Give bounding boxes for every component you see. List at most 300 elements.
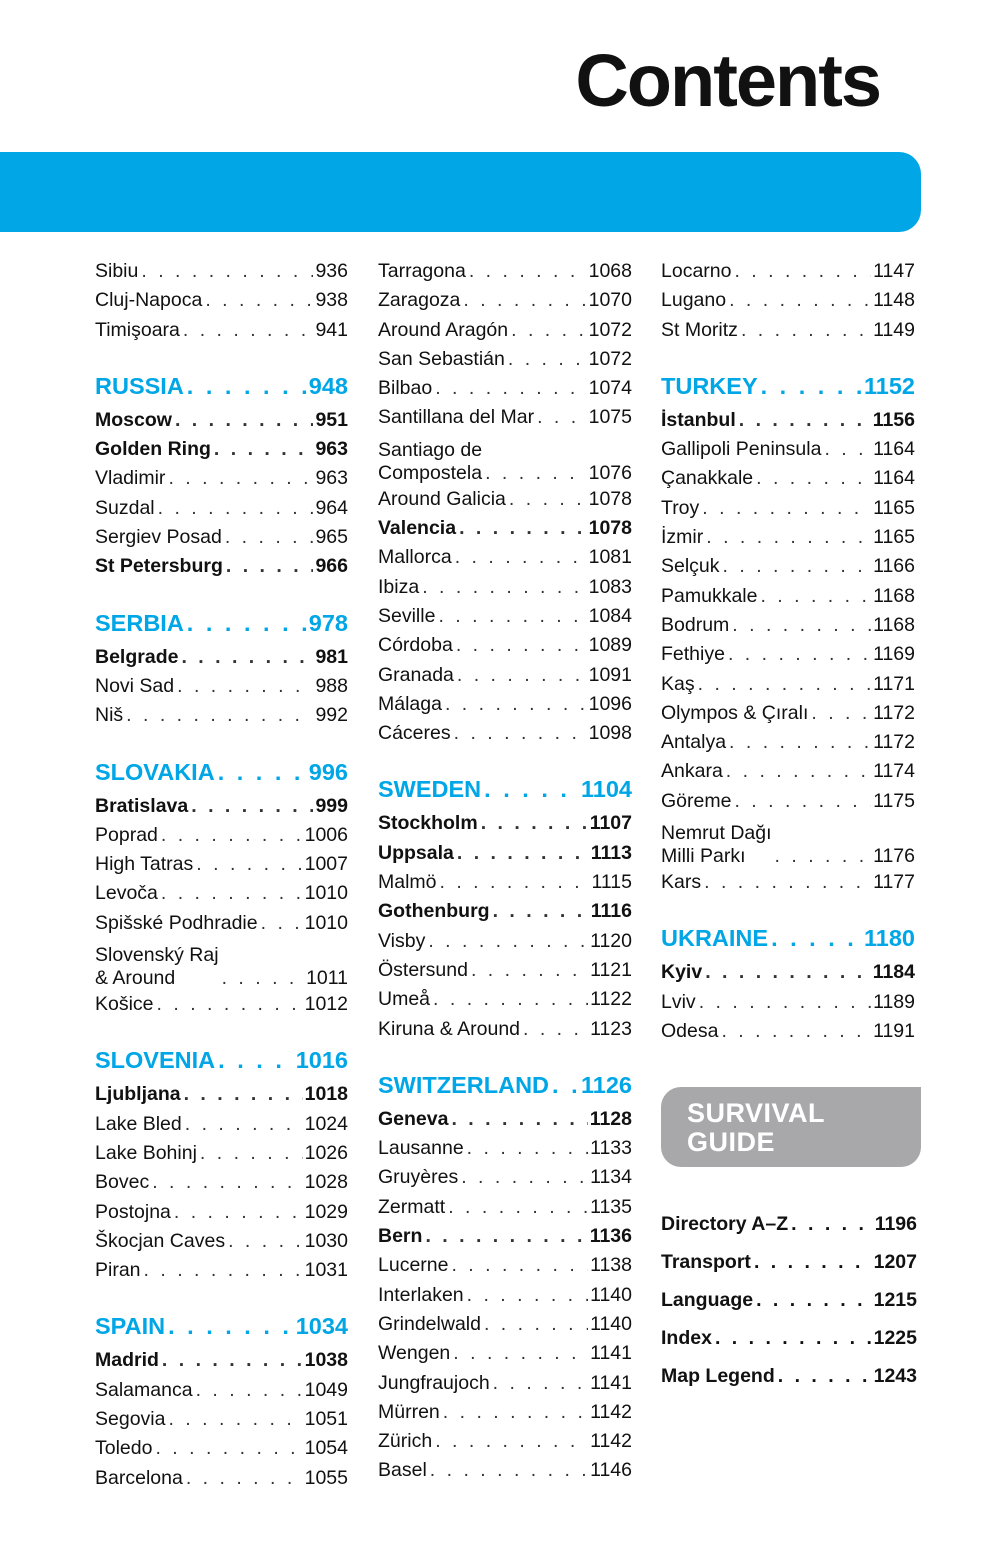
dot-leader <box>702 494 871 523</box>
toc-entry-page: 1038 <box>304 1349 348 1372</box>
toc-entry-page: 1156 <box>872 408 915 431</box>
toc-entry-page: 1121 <box>590 958 632 981</box>
toc-entry-name: Suzdal <box>95 496 155 519</box>
toc-column-1 <box>95 257 348 1493</box>
dot-leader <box>791 1213 873 1236</box>
section-heading[interactable] <box>661 918 915 952</box>
toc-entry[interactable] <box>661 787 915 816</box>
guide-entry-name: Language <box>661 1289 754 1311</box>
toc-entry[interactable] <box>661 552 915 581</box>
toc-entry-page: 1169 <box>873 643 915 666</box>
dot-leader <box>200 1139 303 1168</box>
toc-entry[interactable] <box>95 523 348 552</box>
toc-entry-page: 1138 <box>590 1254 632 1277</box>
toc-entry[interactable] <box>95 701 348 730</box>
dot-leader <box>451 1251 588 1280</box>
toc-entry[interactable] <box>661 316 915 345</box>
toc-entry[interactable] <box>378 661 632 690</box>
toc-entry-name: Valencia <box>378 517 457 540</box>
toc-entry[interactable] <box>378 719 632 748</box>
toc-entry-page: 1177 <box>873 871 915 894</box>
toc-entry[interactable] <box>378 1456 632 1485</box>
toc-entry-name: Spišské Podhradie <box>95 911 258 934</box>
guide-entry-page: 1207 <box>873 1251 917 1273</box>
dot-leader <box>187 610 307 637</box>
toc-entry-name: Jungfraujoch <box>378 1371 490 1394</box>
toc-entry[interactable] <box>661 257 915 286</box>
survival-guide-title: SURVIVAL GUIDE <box>687 1098 826 1157</box>
toc-entry-page: 1098 <box>588 722 632 745</box>
toc-entry[interactable] <box>378 514 632 543</box>
toc-entry-name: Tarragona <box>378 260 466 282</box>
toc-entry-name: Lugano <box>661 289 727 312</box>
dot-leader <box>456 631 587 660</box>
dot-leader <box>481 809 588 838</box>
toc-entry-name: Kyiv <box>661 961 703 984</box>
toc-entry[interactable] <box>661 435 915 464</box>
toc-entry-name: Poprad <box>95 823 158 846</box>
dot-leader <box>214 435 314 464</box>
toc-entry-page: 1146 <box>590 1459 632 1482</box>
section-heading-page: 1180 <box>864 925 915 952</box>
dot-leader <box>430 1456 588 1485</box>
dot-leader <box>183 316 314 345</box>
header-banner <box>0 152 921 232</box>
toc-entry-page: 1026 <box>304 1141 348 1164</box>
dot-leader <box>181 643 313 672</box>
section-heading[interactable] <box>95 1306 348 1340</box>
toc-entry-name: Barcelona <box>95 1466 183 1489</box>
toc-entry[interactable] <box>378 897 632 926</box>
toc-entry[interactable] <box>95 1110 348 1139</box>
toc-entry[interactable] <box>378 403 632 432</box>
toc-entry-page: 1011 <box>306 967 348 990</box>
section-heading[interactable] <box>95 752 348 786</box>
toc-entry-name: Belgrade <box>95 645 179 668</box>
section-heading-name: UKRAINE <box>661 925 769 952</box>
toc-entry[interactable] <box>378 1251 632 1280</box>
toc-entry-name: Bodrum <box>661 613 730 636</box>
toc-entry[interactable] <box>95 1405 348 1434</box>
survival-guide-list <box>661 1198 917 1388</box>
guide-entry-name: Index <box>661 1327 712 1349</box>
dot-leader <box>157 990 303 1019</box>
toc-entry[interactable] <box>95 1346 348 1375</box>
dot-leader <box>552 1072 579 1099</box>
toc-entry[interactable] <box>378 631 632 660</box>
dot-leader <box>174 1198 303 1227</box>
toc-entry-page: 1140 <box>590 1312 632 1335</box>
toc-entry[interactable] <box>378 1163 632 1192</box>
toc-entry[interactable] <box>661 523 915 552</box>
dot-leader <box>726 757 871 786</box>
toc-entry-name: Santiago de Compostela <box>378 438 483 484</box>
toc-entry[interactable] <box>95 464 348 493</box>
toc-entry-page: 1012 <box>304 993 348 1016</box>
toc-entry-name: Vladimir <box>95 467 166 490</box>
guide-entry-page: 1215 <box>873 1289 917 1311</box>
toc-entry[interactable] <box>95 672 348 701</box>
dot-leader <box>739 406 871 435</box>
guide-entry[interactable] <box>661 1274 917 1312</box>
dot-leader <box>484 1310 588 1339</box>
section-heading-name: SWITZERLAND <box>378 1071 550 1098</box>
toc-entry[interactable] <box>95 792 348 821</box>
toc-entry-page: 1142 <box>590 1400 632 1423</box>
toc-entry-name: Mürren <box>378 1400 440 1423</box>
toc-entry-name: Lake Bohinj <box>95 1141 197 1164</box>
toc-entry[interactable] <box>378 839 632 868</box>
toc-entry-page: 1089 <box>588 634 632 657</box>
toc-entry[interactable] <box>661 286 915 315</box>
toc-column-3 <box>661 257 915 1046</box>
toc-entry-page: 1184 <box>872 961 915 984</box>
toc-entry-page: 1072 <box>588 318 632 341</box>
dot-leader <box>715 1327 872 1350</box>
dot-leader <box>448 1193 588 1222</box>
toc-entry[interactable] <box>378 485 632 514</box>
toc-entry-page: 1078 <box>588 487 632 510</box>
toc-entry-name: Madrid <box>95 1349 159 1372</box>
toc-entry[interactable] <box>661 699 915 728</box>
dot-leader <box>161 821 303 850</box>
toc-entry[interactable] <box>95 1168 348 1197</box>
toc-entry-name: Lausanne <box>378 1137 464 1160</box>
dot-leader <box>196 850 302 879</box>
dot-leader <box>734 257 871 286</box>
toc-entry-name: Östersund <box>378 958 468 981</box>
toc-entry-page: 936 <box>315 260 348 282</box>
dot-leader <box>484 776 579 803</box>
dot-leader <box>158 494 314 523</box>
dot-leader <box>523 1015 588 1044</box>
dot-leader <box>778 1365 872 1388</box>
toc-entry[interactable] <box>378 1310 632 1339</box>
toc-entry[interactable] <box>378 433 632 485</box>
dot-leader <box>706 523 871 552</box>
toc-entry[interactable] <box>661 611 915 640</box>
section-heading[interactable] <box>661 366 915 400</box>
toc-entry-page: 1168 <box>873 613 915 636</box>
toc-entry[interactable] <box>378 1105 632 1134</box>
toc-entry-name: Locarno <box>661 260 732 282</box>
toc-entry-page: 1031 <box>304 1259 348 1282</box>
toc-entry[interactable] <box>378 1281 632 1310</box>
toc-entry[interactable] <box>95 909 348 938</box>
toc-entry[interactable] <box>95 552 348 581</box>
dot-leader <box>775 845 872 868</box>
toc-entry-page: 951 <box>315 408 348 431</box>
toc-entry[interactable] <box>95 1198 348 1227</box>
toc-entry[interactable] <box>95 821 348 850</box>
dot-leader <box>811 699 871 728</box>
toc-entry-page: 1165 <box>873 526 915 549</box>
dot-leader <box>222 967 305 990</box>
toc-entry[interactable] <box>378 1222 632 1251</box>
dot-leader <box>771 925 862 952</box>
toc-entry-page: 1140 <box>590 1283 632 1306</box>
toc-entry-page: 1164 <box>873 467 915 490</box>
toc-column-2 <box>378 257 632 1486</box>
toc-entry-name: Ljubljana <box>95 1083 181 1106</box>
toc-entry-page: 1081 <box>588 546 632 569</box>
toc-entry-name: San Sebastián <box>378 347 505 370</box>
toc-entry[interactable] <box>661 640 915 669</box>
dot-leader <box>467 1281 588 1310</box>
toc-entry[interactable] <box>378 690 632 719</box>
toc-entry-page: 999 <box>315 794 348 817</box>
toc-entry-page: 1128 <box>589 1107 632 1130</box>
toc-entry[interactable] <box>95 406 348 435</box>
toc-entry[interactable] <box>95 938 348 990</box>
toc-entry-name: Troy <box>661 496 700 519</box>
guide-entry[interactable] <box>661 1236 917 1274</box>
toc-entry-page: 1166 <box>873 555 915 578</box>
toc-entry-name: Granada <box>378 663 454 686</box>
toc-entry-page: 1147 <box>873 260 915 282</box>
toc-entry[interactable] <box>95 316 348 345</box>
toc-entry-name: Golden Ring <box>95 438 211 461</box>
toc-entry-page: 1136 <box>589 1225 632 1248</box>
dot-leader <box>218 1047 294 1074</box>
toc-entry-name: Kars <box>661 871 702 894</box>
toc-entry-name: Lucerne <box>378 1254 449 1277</box>
toc-entry-name: St Petersburg <box>95 555 223 578</box>
dot-leader <box>734 787 871 816</box>
toc-entry[interactable] <box>661 988 915 1017</box>
toc-entry-name: Moscow <box>95 408 172 431</box>
toc-entry-name: Uppsala <box>378 841 454 864</box>
toc-entry-page: 1070 <box>588 289 632 312</box>
toc-entry[interactable] <box>378 316 632 345</box>
toc-entry[interactable] <box>378 1193 632 1222</box>
dot-leader <box>443 1398 588 1427</box>
toc-entry[interactable] <box>661 670 915 699</box>
toc-entry-page: 1107 <box>589 812 632 835</box>
dot-leader <box>469 257 587 286</box>
toc-entry[interactable] <box>378 1427 632 1456</box>
toc-entry[interactable] <box>661 958 915 987</box>
toc-entry[interactable] <box>661 728 915 757</box>
toc-entry-name: Basel <box>378 1459 427 1482</box>
toc-entry-page: 1010 <box>304 882 348 905</box>
section-heading[interactable] <box>95 1040 348 1074</box>
toc-entry[interactable] <box>378 1015 632 1044</box>
toc-entry[interactable] <box>95 1227 348 1256</box>
toc-entry[interactable] <box>378 374 632 403</box>
toc-entry[interactable] <box>378 602 632 631</box>
dot-leader <box>177 672 313 701</box>
toc-entry-page: 1135 <box>590 1195 632 1218</box>
toc-entry[interactable] <box>95 879 348 908</box>
toc-entry-page: 1096 <box>588 692 632 715</box>
toc-entry[interactable] <box>95 1464 348 1493</box>
toc-entry-page: 1176 <box>873 845 915 868</box>
toc-entry-page: 1115 <box>591 871 632 894</box>
toc-entry-name: Lviv <box>661 990 696 1013</box>
dot-leader <box>168 1313 294 1340</box>
dot-leader <box>493 1369 588 1398</box>
dot-leader <box>463 286 586 315</box>
toc-entry-name: High Tatras <box>95 853 194 876</box>
toc-entry-page: 1171 <box>873 672 915 695</box>
toc-entry[interactable] <box>661 494 915 523</box>
toc-entry-name: Škocjan Caves <box>95 1229 226 1252</box>
dot-leader <box>728 640 871 669</box>
dot-leader <box>741 316 871 345</box>
toc-entry-page: 1116 <box>590 900 632 923</box>
toc-entry-page: 1018 <box>304 1083 348 1106</box>
toc-entry[interactable] <box>95 1139 348 1168</box>
section-heading-page: 1016 <box>295 1047 348 1074</box>
toc-entry[interactable] <box>95 1434 348 1463</box>
toc-entry-name: Çanakkale <box>661 467 754 490</box>
dot-leader <box>699 988 871 1017</box>
section-heading-name: TURKEY <box>661 372 758 399</box>
toc-entry[interactable] <box>378 1398 632 1427</box>
toc-entry-name: Nemrut Dağı Milli Parkı <box>661 822 772 868</box>
dot-leader <box>438 602 586 631</box>
toc-entry-name: Košice <box>95 993 154 1016</box>
section-heading[interactable] <box>95 366 348 400</box>
toc-entry[interactable] <box>378 543 632 572</box>
page-title: Contents <box>575 39 880 122</box>
toc-entry-name: Around Galicia <box>378 487 506 510</box>
toc-entry-page: 1072 <box>588 347 632 370</box>
toc-entry-name: Interlaken <box>378 1283 464 1306</box>
toc-entry-page: 1142 <box>590 1430 632 1453</box>
guide-entry-name: Transport <box>661 1251 751 1273</box>
toc-entry[interactable] <box>95 850 348 879</box>
dot-leader <box>485 462 587 485</box>
guide-entry[interactable] <box>661 1350 917 1388</box>
toc-entry[interactable] <box>378 1134 632 1163</box>
dot-leader <box>228 1227 303 1256</box>
toc-entry-page: 1078 <box>588 517 632 540</box>
toc-entry-page: 1030 <box>304 1229 348 1252</box>
toc-entry[interactable] <box>661 1017 915 1046</box>
toc-entry[interactable] <box>378 956 632 985</box>
toc-entry-name: Antalya <box>661 731 727 754</box>
dot-leader <box>218 759 307 786</box>
dot-leader <box>161 879 303 908</box>
dot-leader <box>729 286 871 315</box>
toc-entry-page: 1189 <box>873 990 915 1013</box>
toc-entry-name: Kiruna & Around <box>378 1017 521 1040</box>
dot-leader <box>824 435 871 464</box>
toc-entry-name: Ankara <box>661 760 723 783</box>
toc-entry[interactable] <box>95 990 348 1019</box>
toc-entry[interactable] <box>378 1369 632 1398</box>
toc-entry-page: 1191 <box>873 1019 915 1042</box>
toc-entry-name: Málaga <box>378 692 442 715</box>
guide-entry[interactable] <box>661 1312 917 1350</box>
dot-leader <box>261 909 303 938</box>
toc-entry-name: Gallipoli Peninsula <box>661 438 822 461</box>
dot-leader <box>721 1017 871 1046</box>
toc-entry[interactable] <box>661 868 915 897</box>
section-heading-page: 948 <box>308 372 348 399</box>
dot-leader <box>732 611 871 640</box>
dot-leader <box>698 670 871 699</box>
toc-entry[interactable] <box>378 1339 632 1368</box>
toc-entry[interactable] <box>378 927 632 956</box>
guide-entry-name: Directory A–Z <box>661 1213 789 1235</box>
toc-entry[interactable] <box>661 406 915 435</box>
toc-entry-name: Grindelwald <box>378 1312 481 1335</box>
toc-entry[interactable] <box>661 757 915 786</box>
toc-entry-page: 981 <box>315 645 348 668</box>
toc-entry[interactable] <box>661 816 915 868</box>
guide-entry-page: 1243 <box>873 1365 917 1387</box>
toc-entry[interactable] <box>378 573 632 602</box>
toc-entry[interactable] <box>378 286 632 315</box>
toc-entry[interactable] <box>95 1256 348 1285</box>
section-heading[interactable] <box>95 603 348 637</box>
toc-entry-name: Niš <box>95 704 124 727</box>
dot-leader <box>141 257 313 286</box>
dot-leader <box>168 464 313 493</box>
toc-entry[interactable] <box>378 809 632 838</box>
toc-entry-name: Lake Bled <box>95 1112 182 1135</box>
section-heading-name: RUSSIA <box>95 372 184 399</box>
dot-leader <box>162 1346 303 1375</box>
toc-entry[interactable] <box>378 345 632 374</box>
toc-entry-page: 1054 <box>304 1437 348 1460</box>
toc-entry-name: Seville <box>378 604 436 627</box>
toc-entry-page: 1028 <box>304 1171 348 1194</box>
toc-entry-page: 1168 <box>873 584 915 607</box>
toc-entry-page: 1122 <box>590 988 632 1011</box>
toc-entry[interactable] <box>95 1376 348 1405</box>
toc-entry[interactable] <box>95 435 348 464</box>
toc-entry[interactable] <box>378 868 632 897</box>
toc-entry-name: Santillana del Mar <box>378 406 535 429</box>
toc-entry-page: 1074 <box>588 377 632 400</box>
dot-leader <box>422 573 586 602</box>
toc-entry-name: Córdoba <box>378 634 453 657</box>
toc-entry[interactable] <box>661 464 915 493</box>
toc-entry[interactable] <box>95 643 348 672</box>
section-heading[interactable] <box>378 1065 632 1099</box>
toc-entry-name: Wengen <box>378 1342 451 1365</box>
dot-leader <box>168 1405 302 1434</box>
survival-guide-box <box>661 1087 921 1167</box>
toc-entry[interactable] <box>95 286 348 315</box>
guide-entry[interactable] <box>661 1198 917 1236</box>
toc-entry-page: 992 <box>315 704 348 727</box>
toc-entry-name: Salamanca <box>95 1378 193 1401</box>
toc-entry-name: Mallorca <box>378 546 452 569</box>
toc-entry-page: 1164 <box>873 438 915 461</box>
toc-entry[interactable] <box>95 1080 348 1109</box>
toc-entry[interactable] <box>95 257 348 286</box>
toc-entry-page: 1006 <box>304 823 348 846</box>
dot-leader <box>184 1080 303 1109</box>
section-heading-name: SLOVAKIA <box>95 758 215 785</box>
toc-entry[interactable] <box>378 985 632 1014</box>
toc-entry[interactable] <box>661 582 915 611</box>
toc-entry-name: Segovia <box>95 1408 166 1431</box>
toc-entry-name: Gruyères <box>378 1166 459 1189</box>
dot-leader <box>175 406 314 435</box>
toc-entry[interactable] <box>95 494 348 523</box>
toc-entry[interactable] <box>378 257 632 286</box>
dot-leader <box>508 345 587 374</box>
toc-entry-page: 1051 <box>304 1408 348 1431</box>
section-heading[interactable] <box>378 769 632 803</box>
dot-leader <box>435 1427 588 1456</box>
